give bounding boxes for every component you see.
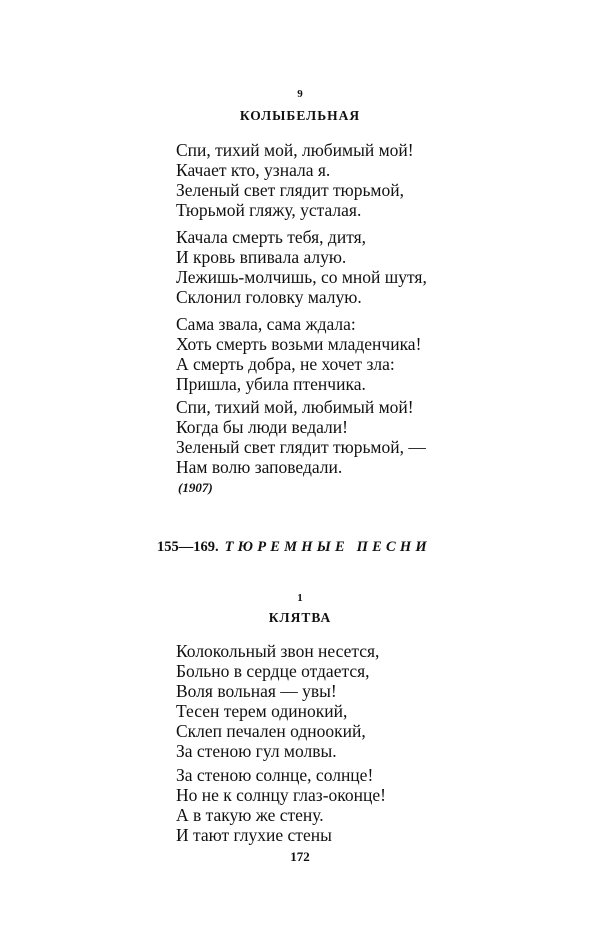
- poem-line: А в такую же стену.: [176, 805, 324, 825]
- poem-line: Тюрьмой гляжу, усталая.: [176, 200, 362, 220]
- poem-line: Качала смерть тебя, дитя,: [176, 227, 367, 247]
- poem-line: И кровь впивала алую.: [176, 247, 347, 267]
- stanza: [176, 314, 421, 394]
- poem-line: Тесен терем одинокий,: [176, 701, 348, 721]
- section-range: 155—169.: [157, 539, 219, 555]
- poem-line: Зеленый свет глядит тюрьмой, —: [176, 437, 426, 457]
- poem-date: (1907): [178, 480, 213, 495]
- poem-line: Склеп печален одноокий,: [176, 721, 366, 741]
- poem-line: Склонил головку малую.: [176, 287, 362, 307]
- poem-line: Спи, тихий мой, любимый мой!: [176, 397, 414, 417]
- stanza: [176, 765, 386, 845]
- poem-line: За стеною солнце, солнце!: [176, 765, 374, 785]
- poem-number: 9: [297, 88, 303, 100]
- poem-line: Колокольный звон несется,: [176, 641, 380, 661]
- poem-line: И тают глухие стены: [176, 825, 332, 845]
- poem-line: За стеною гул молвы.: [176, 741, 337, 761]
- poem-number: 1: [297, 592, 303, 604]
- poem-title: КОЛЫБЕЛЬНАЯ: [239, 108, 361, 123]
- section-title: ТЮРЕМНЫЕ ПЕСНИ: [224, 539, 431, 555]
- stanza: [176, 641, 379, 761]
- poem-line: Больно в сердце отдается,: [176, 661, 370, 681]
- stanza: [176, 227, 427, 307]
- poem-line: Нам волю заповедали.: [176, 457, 343, 477]
- stanza: [176, 140, 414, 220]
- poem-line: Лежишь-молчишь, со мной шутя,: [176, 267, 427, 287]
- poem-line: Спи, тихий мой, любимый мой!: [176, 140, 414, 160]
- poem-line: Зеленый свет глядит тюрьмой,: [176, 180, 404, 200]
- poem-line: Но не к солнцу глаз-оконце!: [176, 785, 386, 805]
- poem-line: Воля вольная — увы!: [176, 681, 337, 701]
- poem-line: Пришла, убила птенчика.: [176, 374, 366, 394]
- poem-title: КЛЯТВА: [268, 610, 332, 625]
- poem-line: Когда бы люди ведали!: [176, 417, 348, 437]
- stanza: [176, 397, 426, 477]
- poem-line: Качает кто, узнала я.: [176, 160, 331, 180]
- page-number: 172: [290, 849, 310, 864]
- poem-line: Сама звала, сама ждала:: [176, 314, 356, 334]
- section-heading: [157, 539, 431, 556]
- poem-line: Хоть смерть возьми младенчика!: [176, 334, 422, 354]
- poem-line: А смерть добра, не хочет зла:: [176, 354, 395, 374]
